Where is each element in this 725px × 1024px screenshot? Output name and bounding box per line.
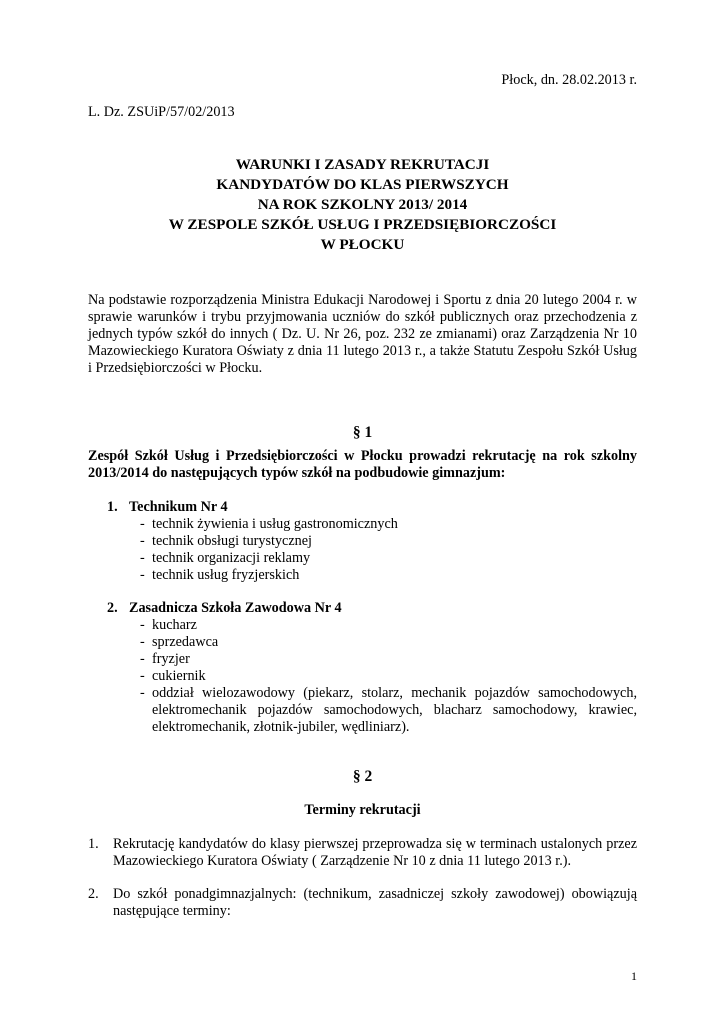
document-date: Płock, dn. 28.02.2013 r. <box>501 72 637 88</box>
title-line: KANDYDATÓW DO KLAS PIERWSZYCH <box>216 176 509 193</box>
title-line: W PŁOCKU <box>320 236 405 253</box>
title-line: NA ROK SZKOLNY 2013/ 2014 <box>257 196 468 213</box>
list-item <box>88 836 637 870</box>
list-item: - fryzjer <box>140 651 637 668</box>
section-1-text: Zespół Szkół Usług i Przedsiębiorczości w Płocku prowadzi rekrutację na rok szkolny 2013/2014 do następujących typów szkół na podbudowie gimnazjum: <box>88 448 637 481</box>
technikum-profession-list <box>140 516 637 584</box>
item-number: 2. <box>88 886 99 902</box>
list-item: - kucharz <box>140 617 637 634</box>
school-zasadnicza <box>107 600 342 617</box>
terms-item <box>88 836 637 870</box>
list-item: - sprzedawca <box>140 634 637 651</box>
school-number: 2. <box>107 600 118 616</box>
item-text: Rekrutację kandydatów do klasy pierwszej przeprowadza się w terminach ustalonych przez Mazowieckiego Kuratora Oświaty ( Zarządzenie Nr 10 z dnia 11 lutego 2013 r.). <box>113 836 637 869</box>
item-text: Do szkół ponadgimnazjalnych: (technikum, zasadniczej szkoły zawodowej) obowiązują następujące terminy: <box>113 886 637 919</box>
school-name: Technikum Nr 4 <box>129 499 228 515</box>
school-number: 1. <box>107 499 118 515</box>
item-number: 1. <box>88 836 99 852</box>
title-line: W ZESPOLE SZKÓŁ USŁUG I PRZEDSIĘBIORCZOŚCI <box>168 216 557 233</box>
list-item: - technik usług fryzjerskich <box>140 567 637 584</box>
list-item: - cukiernik <box>140 668 637 685</box>
terms-item <box>88 886 637 920</box>
section-2-sign: § 2 <box>352 768 373 785</box>
reference-number: L. Dz. ZSUiP/57/02/2013 <box>88 104 235 120</box>
list-item <box>88 886 637 920</box>
section-2-heading: Terminy rekrutacji <box>304 802 421 818</box>
list-item: - technik organizacji reklamy <box>140 550 637 567</box>
school-name: Zasadnicza Szkoła Zawodowa Nr 4 <box>129 600 342 616</box>
list-item: - technik obsługi turystycznej <box>140 533 637 550</box>
zasadnicza-profession-list <box>140 617 637 736</box>
school-technikum <box>107 499 228 516</box>
title-line: WARUNKI I ZASADY REKRUTACJI <box>235 156 490 173</box>
list-item: - oddział wielozawodowy (piekarz, stolarz, mechanik pojazdów samochodowych, elektromechanik pojazdów samochodowych, blacharz samochodowy, krawiec, elektromechanik, złotnik-jubiler, wędliniarz). <box>140 685 637 736</box>
section-1-sign: § 1 <box>352 424 373 441</box>
page-number: 1 <box>631 969 637 983</box>
list-item: - technik żywienia i usług gastronomicznych <box>140 516 637 533</box>
document-title <box>88 155 637 255</box>
intro-paragraph: Na podstawie rozporządzenia Ministra Edukacji Narodowej i Sportu z dnia 20 lutego 2004 r. w sprawie warunków i trybu przyjmowania uczniów do szkół publicznych oraz przechodzenia z jednych typów szkół do innych ( Dz. U. Nr 26, poz. 232 ze zmianami) oraz Zarządzenia Nr 10 Mazowieckiego Kuratora Oświaty z dnia 11 lutego 2013 r., a także Statutu Zespołu Szkół Usług i Przedsiębiorczości w Płocku. <box>88 292 637 376</box>
